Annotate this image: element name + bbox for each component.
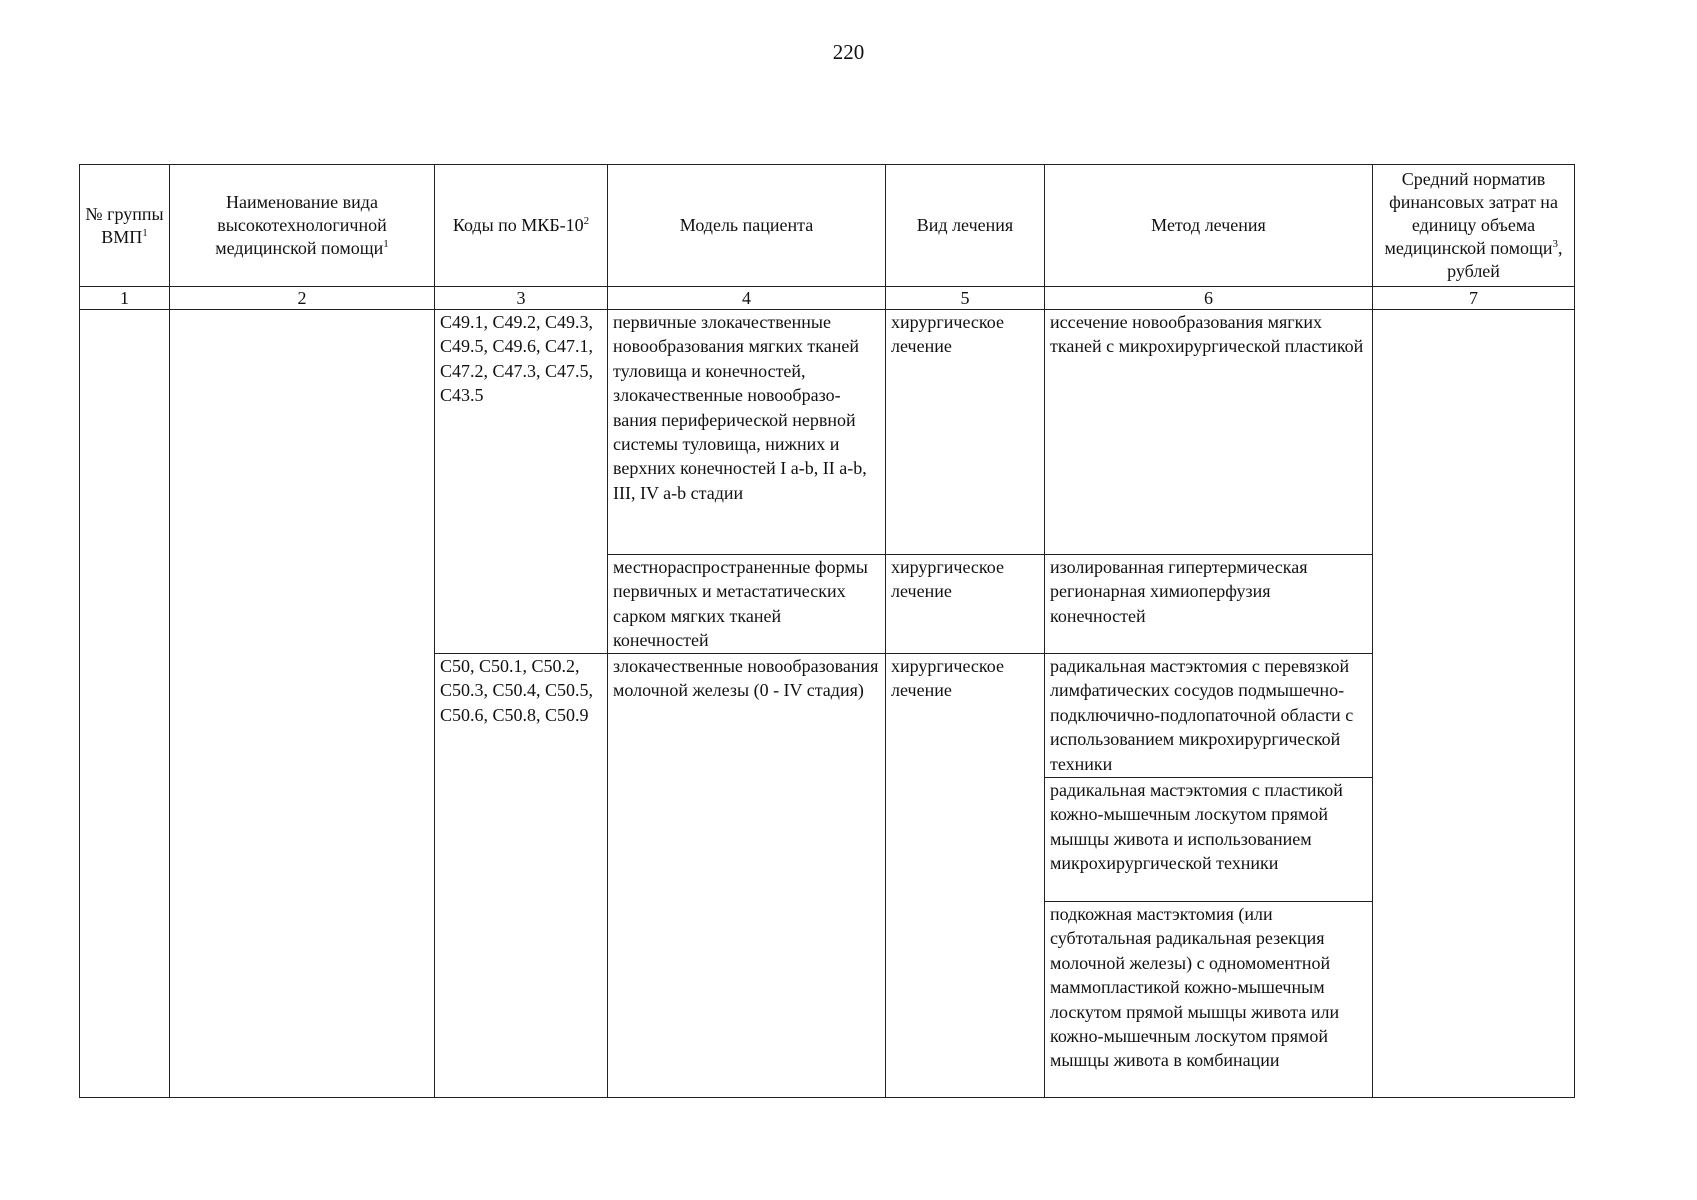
header-cost-norm: Средний норматив финансовых затрат на единицу объема медицинской помощи$^3$, рублей: [1373, 165, 1575, 287]
patient-model-cell: местнораспространенные формы первичных и метастатических сарком мягких тканей конечностей: [608, 555, 886, 654]
treatment-type-cell: хирургическое лечение: [886, 555, 1045, 654]
icd-codes-cell: C49.1, C49.2, C49.3, C49.5, C49.6, C47.1, C47.2, C47.3, C47.5, C43.5: [435, 310, 608, 654]
care-type-cell: [170, 310, 435, 1098]
treatment-method-cell: иссечение новообразования мягких тканей с микрохирургической пластикой: [1045, 310, 1373, 555]
treatment-type-cell: хирургическое лечение: [886, 654, 1045, 1098]
treatment-method-cell: подкожная мастэктомия (или субтотальная радикальная резекция молочной железы) с одномоментной маммопластикой кожно-мышечным лоскутом прямой мышцы живота или кожно-мышечным лоскутом прямой мышцы живота в комбинации: [1045, 902, 1373, 1098]
column-number: 1: [80, 287, 170, 310]
column-number: 6: [1045, 287, 1373, 310]
column-number-row: [80, 287, 1575, 310]
table-row: [80, 310, 1575, 555]
header-icd-codes: Коды по МКБ-$10^2$: [435, 165, 608, 287]
header-group-number: № группы ВМП$^1$: [80, 165, 170, 287]
icd-codes-cell: C50, C50.1, C50.2, C50.3, C50.4, C50.5, C50.6, C50.8, C50.9: [435, 654, 608, 1098]
patient-model-cell: первичные злокачественные новообразования мягких тканей туловища и конечностей, злокачественные новообразо-вания периферической нервной системы туловища, нижних и верхних конечностей I a-b, II a-b, III, IV a-b стадии: [608, 310, 886, 555]
treatment-method-cell: радикальная мастэктомия с перевязкой лимфатических сосудов подмышечно-подключично-подлопаточной области с использованием микрохирургической техники: [1045, 654, 1373, 778]
column-number: 2: [170, 287, 435, 310]
vmp-table: [79, 164, 1575, 1098]
column-number: 4: [608, 287, 886, 310]
patient-model-cell: злокачественные новообразования молочной железы (0 - IV стадия): [608, 654, 886, 1098]
treatment-method-cell: радикальная мастэктомия с пластикой кожно-мышечным лоскутом прямой мышцы живота и использованием микрохирургической техники: [1045, 778, 1373, 902]
header-treatment-method: Метод лечения: [1045, 165, 1373, 287]
group-number-cell: [80, 310, 170, 1098]
treatment-type-cell: хирургическое лечение: [886, 310, 1045, 555]
header-patient-model: Модель пациента: [608, 165, 886, 287]
column-number: 3: [435, 287, 608, 310]
column-number: 5: [886, 287, 1045, 310]
cost-norm-cell: [1373, 310, 1575, 1098]
header-row: [80, 165, 1575, 287]
column-number: 7: [1373, 287, 1575, 310]
header-care-type: Наименование вида высокотехнологичной медицинской помощи$^1$: [170, 165, 435, 287]
header-treatment-type: Вид лечения: [886, 165, 1045, 287]
treatment-method-cell: изолированная гипертермическая регионарная химиоперфузия конечностей: [1045, 555, 1373, 654]
page-number: 220: [832, 40, 865, 64]
